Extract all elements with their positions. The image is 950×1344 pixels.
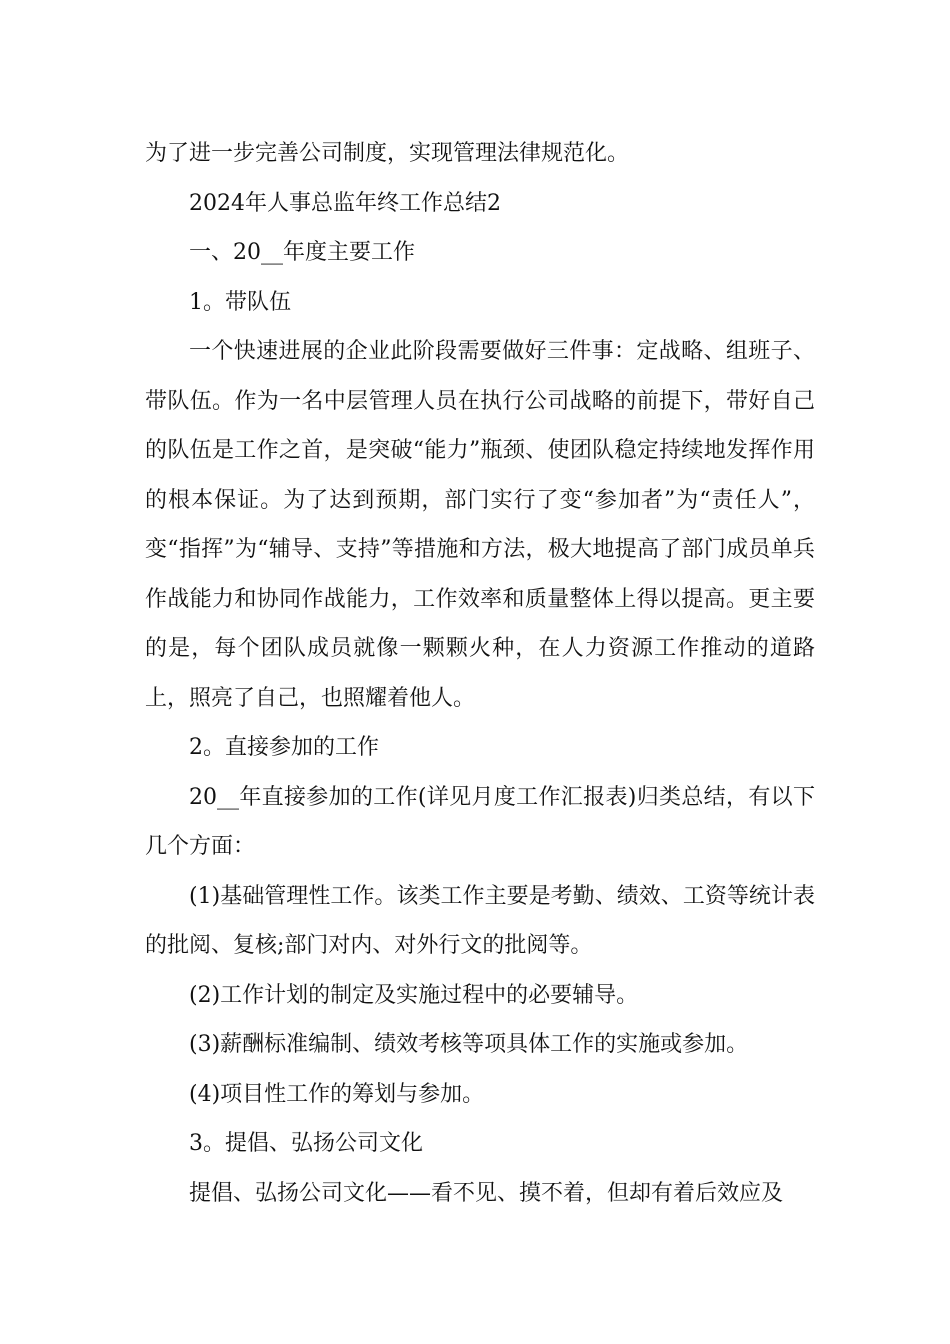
list-item-1: (1)基础管理性工作。该类工作主要是考勤、绩效、工资等统计表的批阅、复核;部门对内、对外行文的批阅等。 [145, 883, 815, 958]
paragraph-intro-end: 为了进一步完善公司制度，实现管理法律规范化。 [145, 141, 630, 166]
heading-direct-work: 2。直接参加的工作 [189, 735, 379, 760]
list-item-2: (2)工作计划的制定及实施过程中的必要辅导。 [189, 982, 639, 1008]
heading-lead-team: 1。带队伍 [189, 289, 291, 315]
section-title: 2024年人事总监年终工作总结2 [189, 190, 501, 216]
list-item-4: (4)项目性工作的筹划与参加。 [189, 1081, 485, 1107]
paragraph-direct-work: 20__年直接参加的工作(详见月度工作汇报表)归类总结，有以下几个方面： [145, 784, 815, 859]
heading-main-work: 一、20__年度主要工作 [189, 240, 415, 265]
document-body [145, 129, 815, 1218]
paragraph-lead-team: 一个快速进展的企业此阶段需要做好三件事：定战略、组班子、带队伍。作为一名中层管理人员在执行公司战略的前提下，带好自己的队伍是工作之首，是突破“能力”瓶颈、使团队稳定持续地发挥作用的根本保证。为了达到预期，部门实行了变“参加者”为“责任人”，变“指挥”为“辅导、支持”等措施和方法，极大地提高了部门成员单兵作战能力和协同作战能力，工作效率和质量整体上得以提高。更主要的是，每个团队成员就像一颗颗火种，在人力资源工作推动的道路上，照亮了自己，也照耀着他人。 [145, 339, 815, 711]
list-item-3: (3)薪酬标准编制、绩效考核等项具体工作的实施或参加。 [189, 1032, 749, 1057]
heading-culture: 3。提倡、弘扬公司文化 [189, 1131, 423, 1156]
paragraph-culture: 提倡、弘扬公司文化——看不见、摸不着，但却有着后效应及 [189, 1180, 784, 1206]
